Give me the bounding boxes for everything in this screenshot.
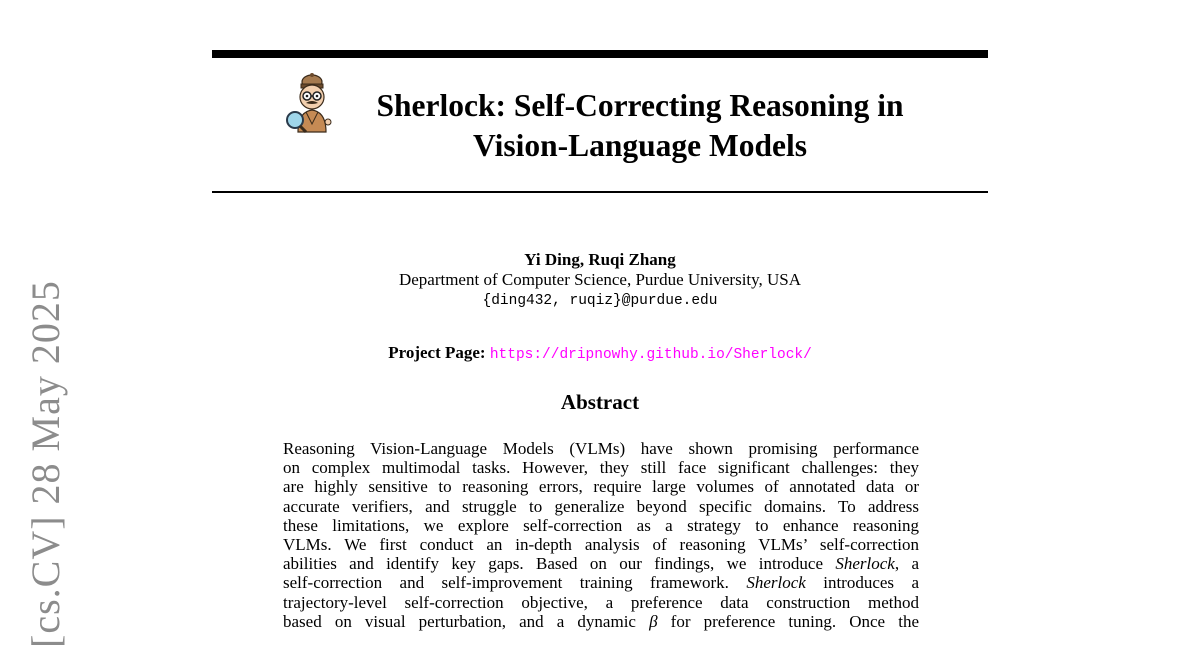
abstract-line-8: self-correction and self-improvement training framework. Sherlock introduces a xyxy=(283,573,919,593)
abstract-line-6: VLMs. We first conduct an in-depth analysis of reasoning VLMs’ self-correction xyxy=(283,535,919,555)
abstract-line-4: accurate verifiers, and struggle to generalize beyond specific domains. To address xyxy=(283,496,919,516)
abstract-line-1: Reasoning Vision-Language Models (VLMs) have shown promising performance xyxy=(283,439,919,458)
author-names: Yi Ding, Ruqi Zhang xyxy=(524,250,676,269)
abstract-heading: Abstract xyxy=(560,390,640,414)
abstract-line-7: abilities and identify key gaps. Based on our findings, we introduce Sherlock, a xyxy=(283,554,919,574)
abstract-line-10: based on visual perturbation, and a dynamic β for preference tuning. Once the xyxy=(283,611,919,631)
arxiv-sidebar-stamp: [cs.CV] 28 May 2025 xyxy=(23,280,68,648)
project-page-line xyxy=(0,343,1200,363)
abstract-line-5: these limitations, we explore self-correction as a strategy to enhance reasoning xyxy=(283,515,919,535)
author-email: {ding432, ruqiz}@purdue.edu xyxy=(482,293,718,309)
abstract-line-9: trajectory-level self-correction objective, a preference data construction method xyxy=(283,592,919,612)
title-top-rule xyxy=(212,50,988,58)
detective-mascot-icon xyxy=(284,70,340,136)
project-page-link[interactable]: https://dripnowhy.github.io/Sherlock/ xyxy=(489,347,812,363)
project-page-label: Project Page: xyxy=(388,343,486,362)
title-line-2: Vision-Language Models xyxy=(473,128,807,163)
paper-title xyxy=(345,86,935,166)
abstract-line-3: are highly sensitive to reasoning errors, require large volumes of annotated data or xyxy=(283,477,919,497)
abstract-body xyxy=(283,439,919,631)
author-affiliation: Department of Computer Science, Purdue University, USA xyxy=(398,270,802,289)
abstract-line-2: on complex multimodal tasks. However, they still face significant challenges: they xyxy=(283,458,919,478)
title-bottom-rule xyxy=(212,191,988,193)
title-line-1: Sherlock: Self-Correcting Reasoning in xyxy=(376,88,904,123)
